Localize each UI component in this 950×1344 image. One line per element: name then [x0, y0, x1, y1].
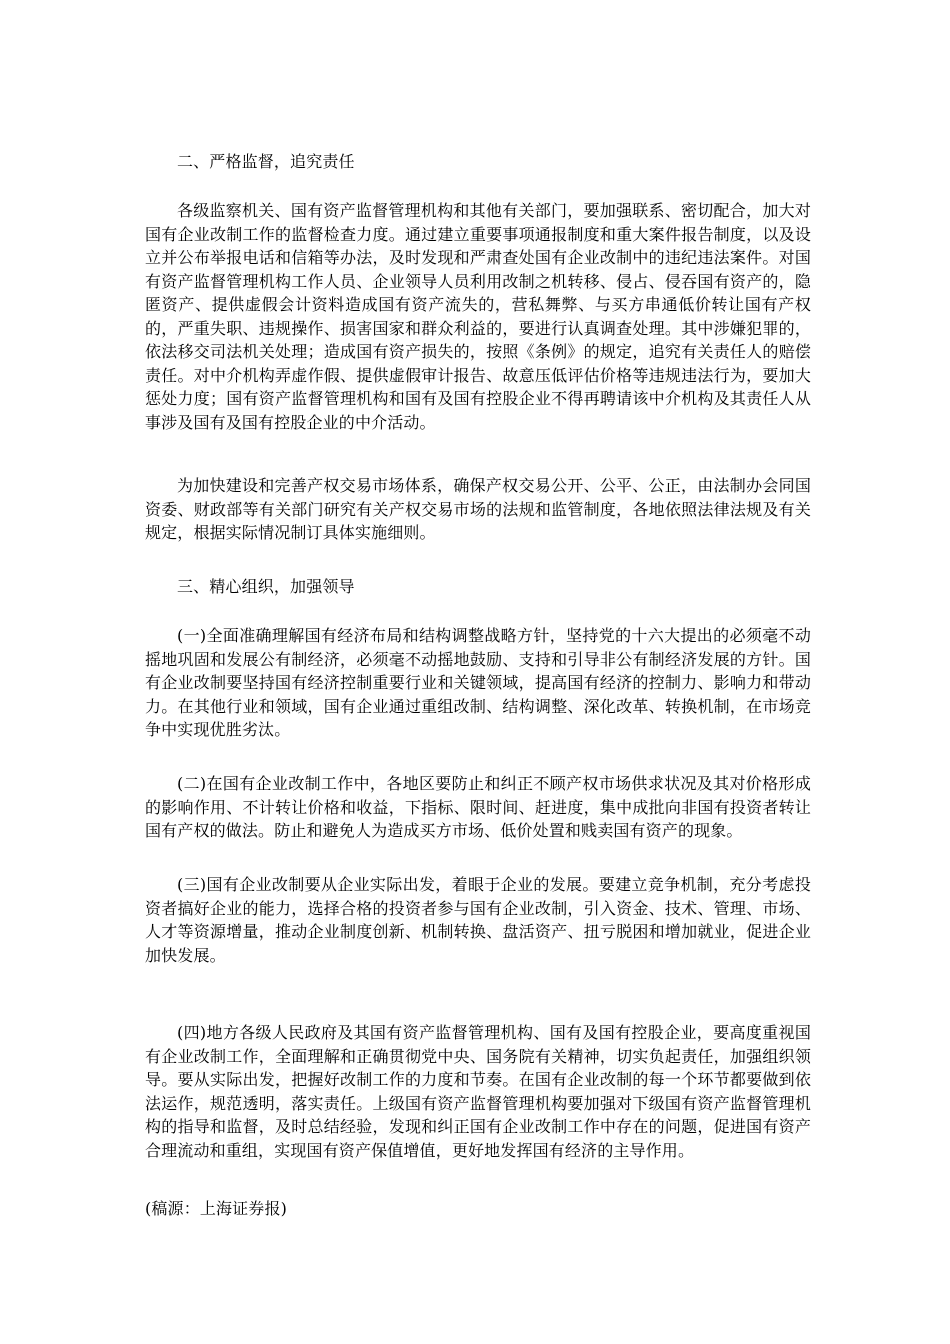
source-note: (稿源：上海证券报)	[145, 1199, 287, 1218]
section-2-paragraph-supervision: 各级监察机关、国有资产监督管理机构和其他有关部门，要加强联系、密切配合，加大对国有企业改制工作的监督检查力度。通过建立重要事项通报制度和重大案件报告制度，以及设立并公布举报电话和信箱等办法，及时发现和严肃查处国有企业改制中的违纪违法案件。对国有资产监督管理机构工作人员、企业领导人员利用改制之机转移、侵占、侵吞国有资产的，隐匿资产、提供虚假会计资料造成国有资产流失的，营私舞弊、与买方串通低价转让国有产权的，严重失职、违规操作、损害国家和群众利益的，要进行认真调查处理。其中涉嫌犯罪的，依法移交司法机关处理；造成国有资产损失的，按照《条例》的规定，追究有关责任人的赔偿责任。对中介机构弄虚作假、提供虚假审计报告、故意压低评估价格等违规违法行为，要加大惩处力度；国有资产监督管理机构和国有及国有控股企业不得再聘请该中介机构及其责任人从事涉及国有及国有控股企业的中介活动。	[145, 201, 811, 432]
section-3-item-3: (三)国有企业改制要从企业实际出发，着眼于企业的发展。要建立竞争机制，充分考虑投资者搞好企业的能力，选择合格的投资者参与国有企业改制，引入资金、技术、管理、市场、人才等资源增量，推动企业制度创新、机制转换、盘活资产、扭亏脱困和增加就业，促进企业加快发展。	[145, 875, 811, 965]
section-3-item-4: (四)地方各级人民政府及其国有资产监督管理机构、国有及国有控股企业，要高度重视国有企业改制工作，全面理解和正确贯彻党中央、国务院有关精神，切实负起责任，加强组织领导。要从实际出发，把握好改制工作的力度和节奏。在国有企业改制的每一个环节都要做到依法运作，规范透明，落实责任。上级国有资产监督管理机构要加强对下级国有资产监督管理机构的指导和监督，及时总结经验，发现和纠正国有企业改制工作中存在的问题，促进国有资产合理流动和重组，实现国有资产保值增值，更好地发挥国有经济的主导作用。	[145, 1023, 811, 1160]
section-3-heading: 三、精心组织，加强领导	[177, 577, 355, 596]
section-2-paragraph-property-market: 为加快建设和完善产权交易市场体系，确保产权交易公开、公平、公正，由法制办会同国资委、财政部等有关部门研究有关产权交易市场的法规和监管制度，各地依照法律法规及有关规定，根据实际情况制订具体实施细则。	[145, 476, 811, 542]
section-3-item-1: (一)全面准确理解国有经济布局和结构调整战略方针，坚持党的十六大提出的必须毫不动摇地巩固和发展公有制经济，必须毫不动摇地鼓励、支持和引导非公有制经济发展的方针。国有企业改制要坚持国有经济控制重要行业和关键领域，提高国有经济的控制力、影响力和带动力。在其他行业和领域，国有企业通过重组改制、结构调整、深化改革、转换机制，在市场竞争中实现优胜劣汰。	[145, 626, 811, 739]
section-2-heading: 二、严格监督，追究责任	[177, 152, 355, 171]
section-3-item-2: (二)在国有企业改制工作中，各地区要防止和纠正不顾产权市场供求状况及其对价格形成的影响作用、不计转让价格和收益，下指标、限时间、赶进度，集中成批向非国有投资者转让国有产权的做法。防止和避免人为造成买方市场、低价处置和贱卖国有资产的现象。	[145, 774, 811, 840]
